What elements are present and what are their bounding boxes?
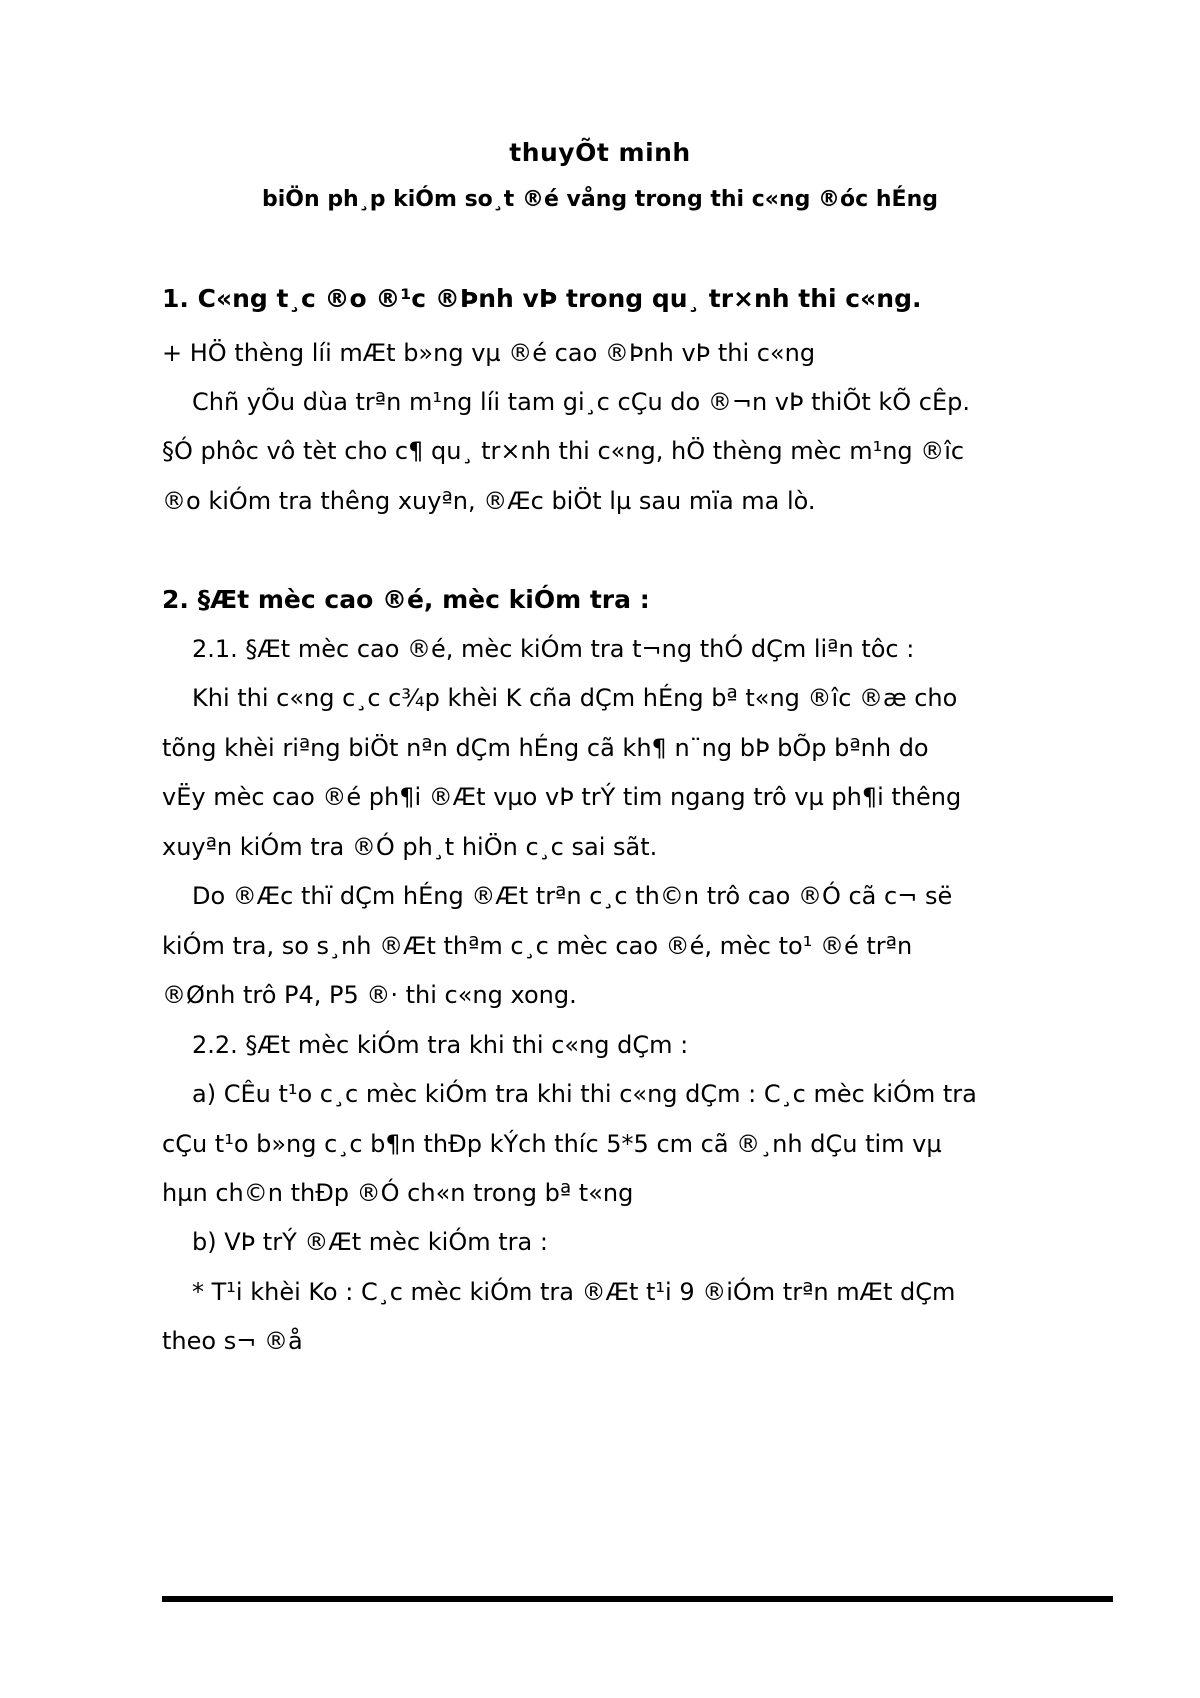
paragraph-line: cÇu t¹o b»ng c¸c b¶n thÐp kÝch thíc 5*5 cm cã ®¸nh dÇu tim vµ (162, 1130, 942, 1158)
subsection-heading: 2.2. §Æt mèc kiÓm tra khi thi c«ng dÇm : (192, 1031, 689, 1059)
paragraph-line: theo s¬ ®å (162, 1327, 303, 1355)
paragraph-line: Chñ yÕu dùa trªn m¹ng líi tam gi¸c cÇu do ®¬n vÞ thiÕt kÕ cÊp. (192, 388, 971, 416)
paragraph-line: Do ®Æc thï dÇm hÉng ®Æt trªn c¸c th©n trô cao ®Ó cã c¬ së (192, 882, 953, 910)
paragraph-line: xuyªn kiÓm tra ®Ó ph¸t hiÖn c¸c sai sãt. (162, 833, 658, 861)
paragraph-line: a) CÊu t¹o c¸c mèc kiÓm tra khi thi c«ng dÇm : C¸c mèc kiÓm tra (192, 1080, 977, 1108)
paragraph-line: Khi thi c«ng c¸c c¾p khèi K cña dÇm hÉng bª t«ng ®îc ®æ cho (192, 684, 958, 712)
paragraph-line: hµn ch©n thÐp ®Ó ch«n trong bª t«ng (162, 1179, 634, 1207)
document-subtitle: biÖn ph¸p kiÓm so¸t ®é vång trong thi c«ng ®óc hÉng (262, 187, 938, 212)
document-title: thuyÕt minh (509, 138, 691, 167)
paragraph-line: kiÓm tra, so s¸nh ®Æt thªm c¸c mèc cao ®é, mèc to¹ ®é trªn (162, 932, 913, 960)
paragraph-line: * T¹i khèi Ko : C¸c mèc kiÓm tra ®Æt t¹i 9 ®iÓm trªn mÆt dÇm (192, 1278, 956, 1306)
paragraph-line: vËy mèc cao ®é ph¶i ®Æt vµo vÞ trÝ tim ngang trô vµ ph¶i thêng (162, 783, 962, 811)
paragraph-line: ®o kiÓm tra thêng xuyªn, ®Æc biÖt lµ sau mïa ma lò. (162, 487, 816, 515)
paragraph-line: §Ó phôc vô tèt cho c¶ qu¸ tr×nh thi c«ng, hÖ thèng mèc m¹ng ®îc (162, 437, 965, 465)
section-heading-1: 1. C«ng t¸c ®o ®¹c ®Þnh vÞ trong qu¸ tr×nh thi c«ng. (162, 284, 922, 313)
paragraph-line: ®Ønh trô P4, P5 ®· thi c«ng xong. (162, 981, 577, 1009)
footer-rule (162, 1596, 1113, 1602)
paragraph-line: b) VÞ trÝ ®Æt mèc kiÓm tra : (192, 1228, 548, 1256)
paragraph-line: + HÖ thèng líi mÆt b»ng vµ ®é cao ®Þnh vÞ thi c«ng (162, 339, 816, 367)
section-heading-2: 2. §Æt mèc cao ®é, mèc kiÓm tra : (162, 585, 650, 614)
paragraph-line: tõng khèi riªng biÖt nªn dÇm hÉng cã kh¶ n¨ng bÞ bÕp bªnh do (162, 734, 929, 762)
subsection-heading: 2.1. §Æt mèc cao ®é, mèc kiÓm tra t¬ng thÓ dÇm liªn tôc : (192, 635, 915, 663)
